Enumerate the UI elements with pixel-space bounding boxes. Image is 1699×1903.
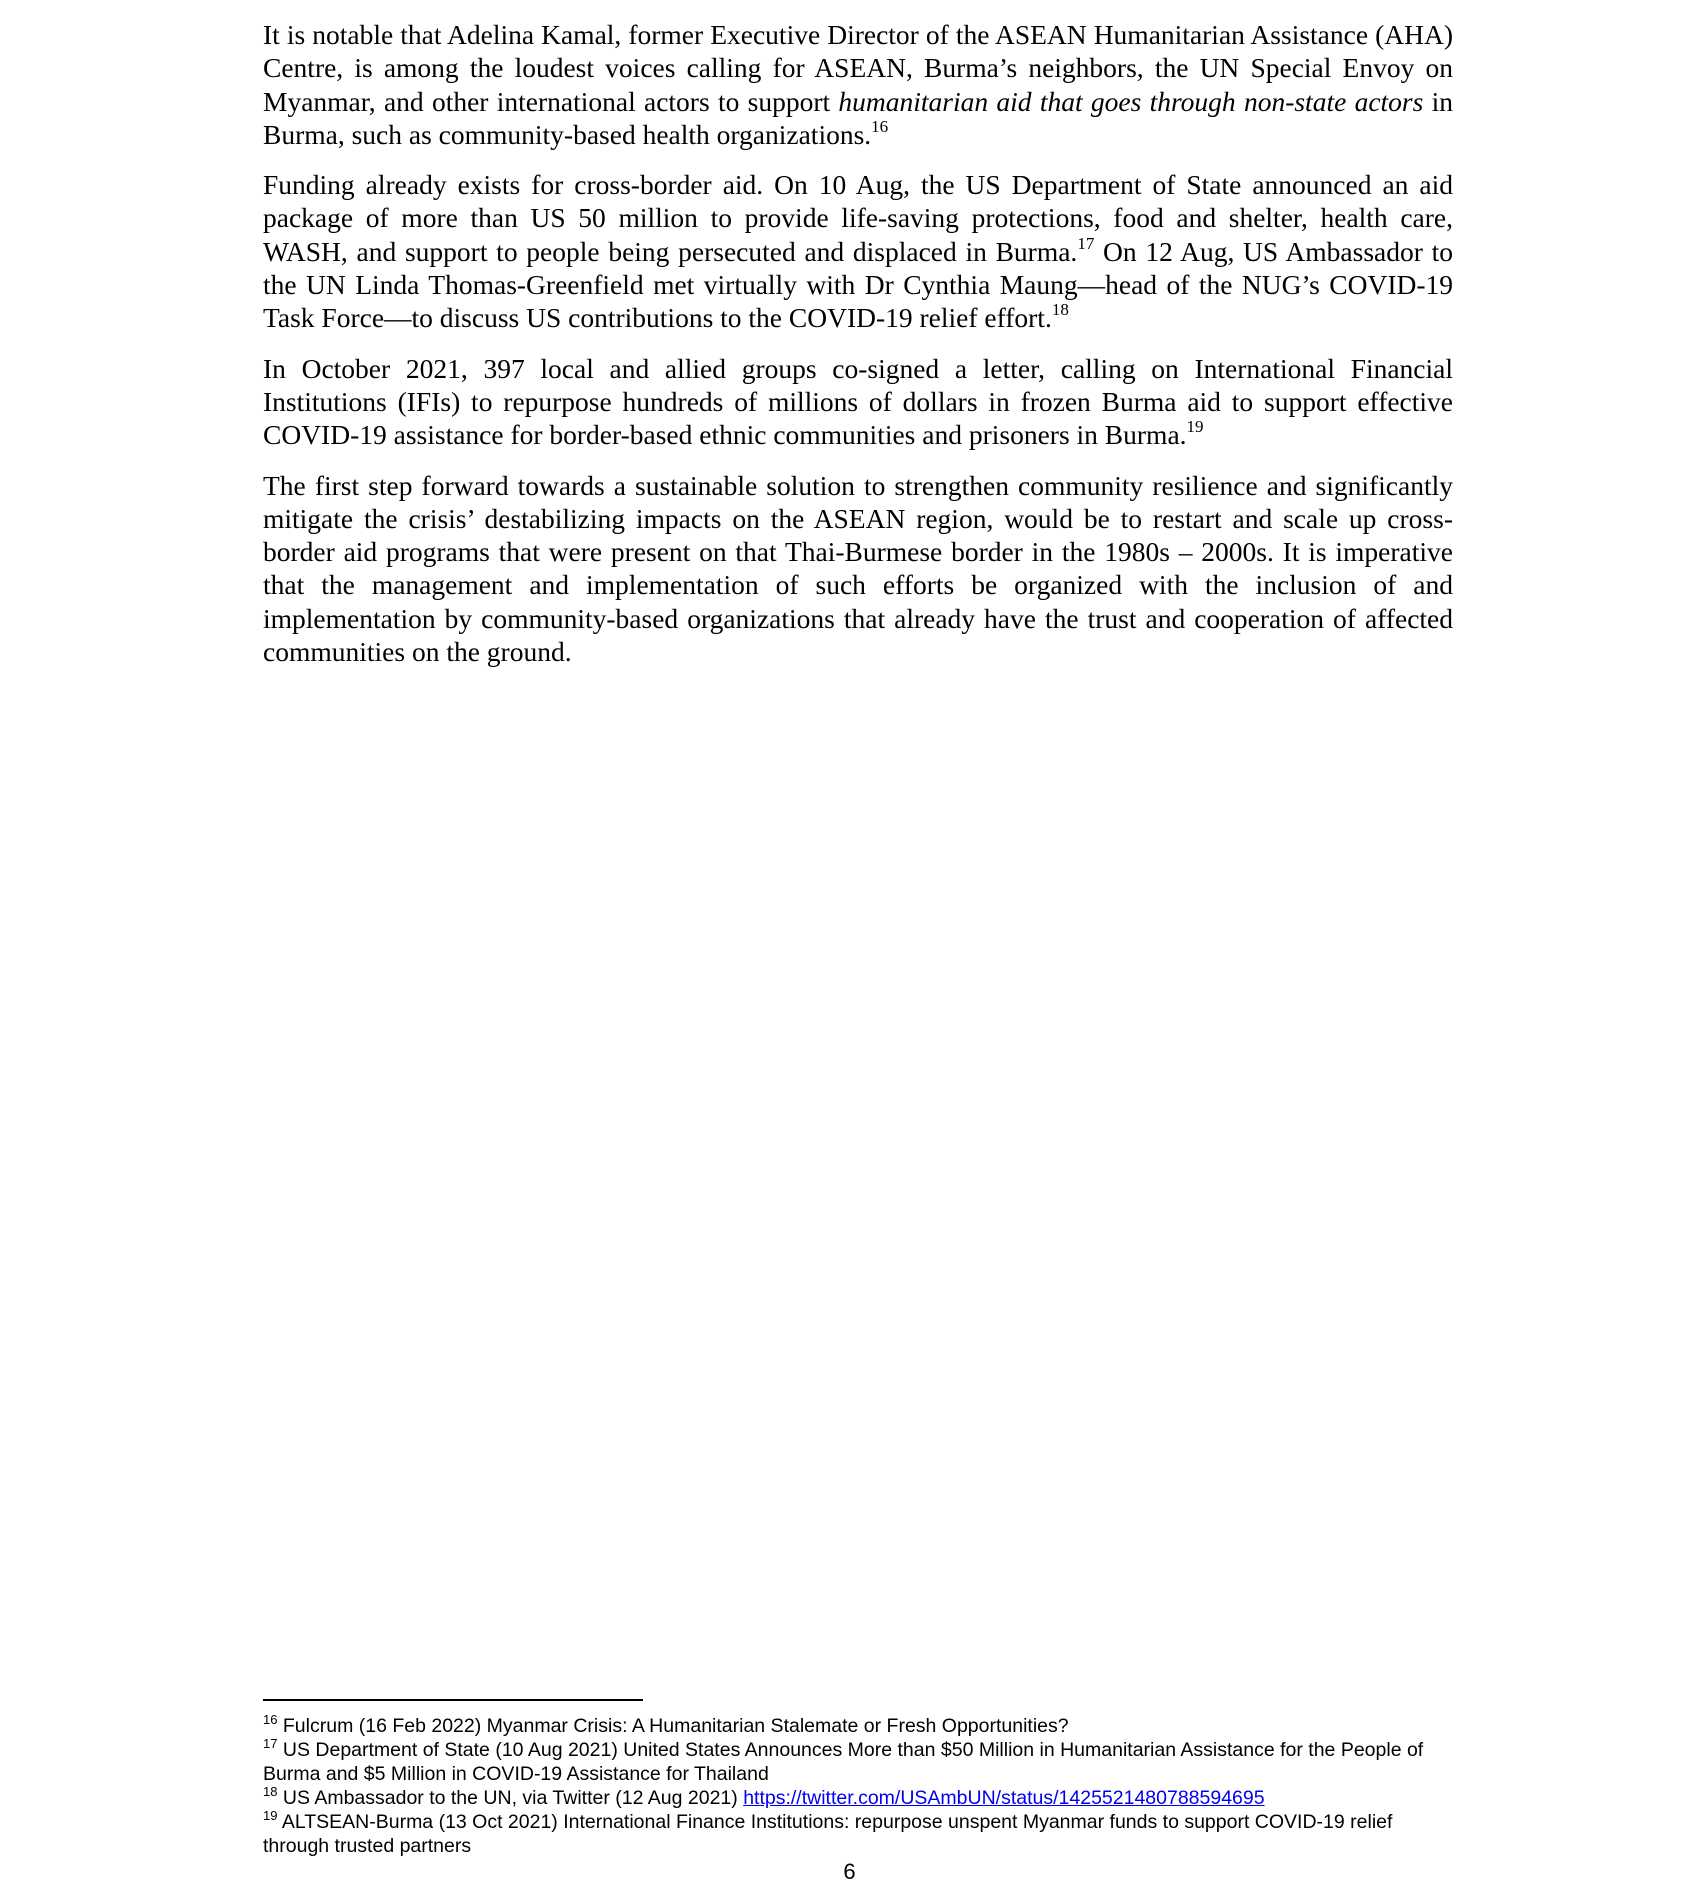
footnote-separator: [263, 1699, 643, 1701]
footnote-ref-18[interactable]: 18: [1051, 300, 1069, 320]
paragraph-text: in Burma, such as community-based health organizations.: [263, 85, 1453, 150]
twitter-status-link[interactable]: https://twitter.com/USAmbUN/status/1425521480788594695: [743, 1787, 1265, 1809]
footnote-17: [263, 1735, 1453, 1786]
footnote-text: ALTSEAN-Burma (13 Oct 2021) International Finance Institutions: repurpose unspent Myanmar funds to support COVID-19 relief through trusted partners: [263, 1811, 1393, 1857]
footnote-text: Fulcrum (16 Feb 2022) Myanmar Crisis: A Humanitarian Stalemate or Fresh Opportunities?: [282, 1715, 1069, 1737]
body-text: [263, 18, 1453, 685]
footnote-number: 18: [263, 1783, 278, 1799]
paragraph-text: In October 2021, 397 local and allied groups co-signed a letter, calling on International Financial Institutions (IFIs) to repurpose hundreds of millions of dollars in frozen Burma aid to support effective COVID-19 assistance for border-based ethnic communities and prisoners in Burma.: [263, 352, 1453, 451]
paragraph-text: On 12 Aug, US Ambassador to the UN Linda Thomas-Greenfield met virtually with Dr Cynthia Maung—head of the NUG’s COVID-19 Task Force—to discuss US contributions to the COVID-19 relief effort.: [263, 235, 1454, 334]
footnote-text: US Department of State (10 Aug 2021) United States Announces More than $50 Million in Humanitarian Assistance for the People of Burma and $5 Million in COVID-19 Assistance for Thailand: [263, 1739, 1424, 1785]
paragraph-text: It is notable that Adelina Kamal, former Executive Director of the ASEAN Humanitarian Assistance (AHA) Centre, is among the loudest voices calling for ASEAN, Burma’s neighbors, the UN Special Envoy on Myanmar, and other international actors to support: [263, 19, 1453, 117]
footnote-19: [263, 1807, 1453, 1858]
footnote-16: [263, 1711, 1453, 1738]
paragraph-text: The first step forward towards a sustainable solution to strengthen community resilience and significantly mitigate the crisis’ destabilizing impacts on the ASEAN region, would be to restart and scale up cross-border aid programs that were present on that Thai-Burmese border in the 1980s – 2000s. It is imperative that the management and implementation of such efforts be organized with the inclusion of and implementation by community-based organizations that already have the trust and cooperation of affected communities on the ground.: [263, 469, 1453, 668]
footnote-text: US Ambassador to the UN, via Twitter (12 Aug 2021): [282, 1787, 744, 1809]
paragraph-funding: [263, 168, 1453, 334]
footnote-ref-16[interactable]: 16: [871, 116, 889, 136]
footnote-ref-17[interactable]: 17: [1077, 233, 1095, 253]
footnote-number: 19: [263, 1807, 278, 1823]
paragraph-ifi-letter: [263, 352, 1453, 452]
footnote-ref-19[interactable]: 19: [1186, 417, 1204, 437]
paragraph-first-step: [263, 469, 1453, 669]
footnote-number: 17: [263, 1735, 278, 1751]
footnote-18: [263, 1783, 1453, 1810]
paragraph-text: Funding already exists for cross-border aid. On 10 Aug, the US Department of State announced an aid package of more than US 50 million to provide life-saving protections, food and shelter, health care, WASH, and support to people being persecuted and displaced in Burma.: [263, 169, 1453, 267]
page-number: 6: [843, 1859, 856, 1884]
footnotes: [263, 1711, 1453, 1858]
emphasized-text: humanitarian aid that goes through non-state actors: [838, 85, 1424, 117]
footnote-number: 16: [263, 1711, 278, 1727]
paragraph-aha-centre: [263, 18, 1453, 151]
